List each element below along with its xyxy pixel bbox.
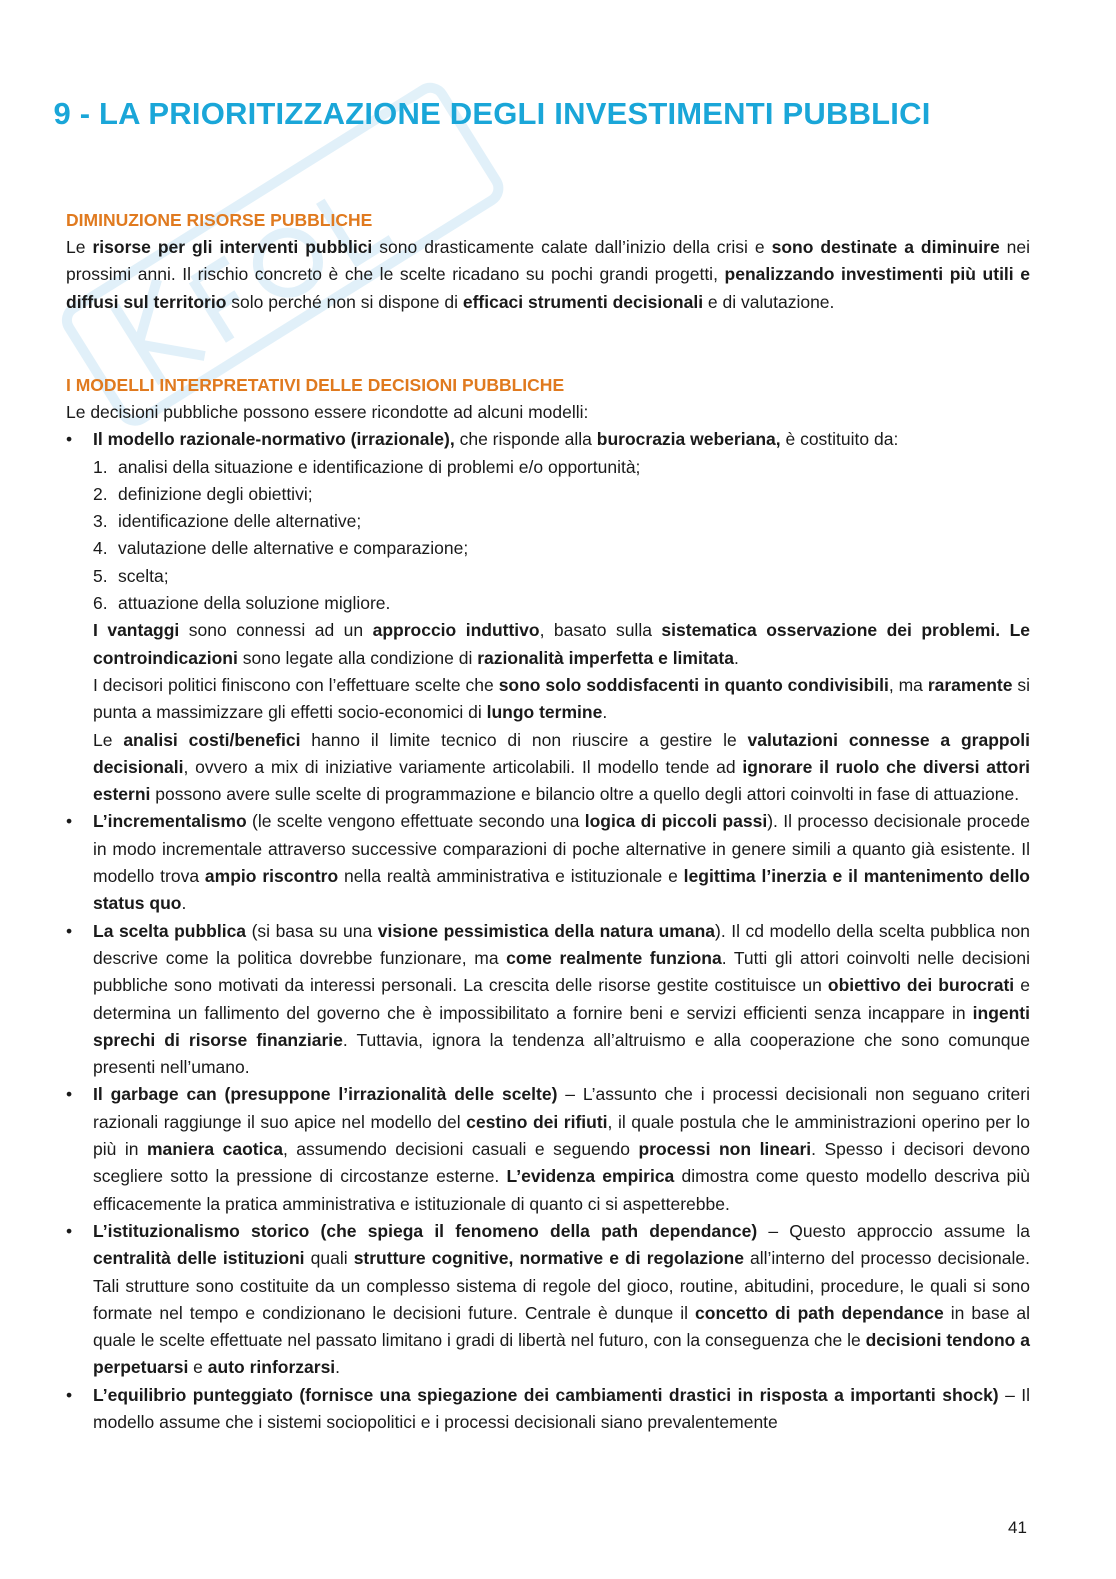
list-item: 6. attuazione della soluzione migliore. — [93, 593, 391, 614]
bullet-icon: • — [66, 429, 73, 450]
list-item: 2. definizione degli obiettivi; — [93, 483, 313, 504]
bullet-icon: • — [66, 811, 73, 832]
bullet-icon: • — [66, 1084, 73, 1105]
list-item: • L’istituzionalismo storico (che spiega il fenomeno della path dependance) – Questo approccio assume la centralità delle istituzioni quali strutture cognitive, normative e di regolazione all’interno del processo decisionale. Tali strutture sono costituite da un complesso sistema di regole del gioco, routine, abitudini, procedure, le quali si sono formate nel tempo e condizionano le decisioni future. Centrale è dunque il concetto di path dependance in base al quale le scelte effettuate nel passato limitano i gradi di libertà nel futuro, con la conseguenza che le decisioni tendono a perpetuarsi e auto rinforzarsi. — [66, 1218, 1030, 1382]
list-item: 4. valutazione delle alternative e comparazione; — [93, 538, 469, 559]
section-intro: Le decisioni pubbliche possono essere ricondotte ad alcuni modelli: — [66, 402, 589, 422]
bullet-icon: • — [66, 1384, 73, 1405]
list-item: 3. identificazione delle alternative; — [93, 511, 362, 532]
list-item: • Il modello razionale-normativo (irrazionale), che risponde alla burocrazia weberiana, è costituito da: 1. analisi della situazione e identificazione di problemi e/o opportunità; 2. definizione degli obiettivi; 3. identificazione delle alternative; 4. valutazione delle alternative e comparazione; 5. scelta; 6. attuazione della soluzione migliore. I vantaggi sono connessi ad un approccio induttivo, basato sulla sistematica osservazione dei problemi. Le controindicazioni sono legate alla condizione di razionalità imperfetta e limitata. I decisori politici finiscono con l’effettuare scelte che sono solo soddisfacenti in quanto condivisibili, ma raramente si punta a massimizzare gli effetti socio-economici di lungo termine. Le analisi costi/benefici hanno il limite tecnico di non riuscire a gestire le valutazioni connesse a grappoli decisionali, ovvero a mix di iniziative variamente articolabili. Il modello tende ad ignorare il ruolo che diversi attori esterni possono avere sulle scelte di programmazione e bilancio oltre a quello degli attori coinvolti in fase di attuazione. — [66, 426, 1030, 808]
section-diminuzione-risorse — [66, 207, 1030, 316]
list-item: • L’equilibrio punteggiato (fornisce una spiegazione dei cambiamenti drastici in risposta a importanti shock) – Il modello assume che i sistemi sociopolitici e i processi decisionali siano prevalentemente — [66, 1382, 1030, 1437]
steps-list — [93, 454, 1030, 618]
section-modelli-interpretativi — [66, 372, 1030, 1436]
bullet-icon: • — [66, 1220, 73, 1241]
list-item: 1. analisi della situazione e identificazione di problemi e/o opportunità; — [93, 456, 641, 477]
list-item: • L’incrementalismo (le scelte vengono effettuate secondo una logica di piccoli passi). Il processo decisionale procede in modo incrementale attraverso successive comparazioni di poche alternative in genere simili a quanto già esistente. Il modello trova ampio riscontro nella realtà amministrativa e istituzionale e legittima l’inerzia e il mantenimento dello status quo. — [66, 808, 1030, 917]
paragraph: I vantaggi sono connessi ad un approccio induttivo, basato sulla sistematica osservazione dei problemi. Le controindicazioni sono legate alla condizione di razionalità imperfetta e limitata. — [93, 620, 1031, 668]
models-list — [66, 426, 1030, 1436]
list-item: 5. scelta; — [93, 565, 169, 586]
list-item: • Il garbage can (presuppone l’irrazionalità delle scelte) – L’assunto che i processi decisionali non seguano criteri razionali raggiunge il suo apice nel modello del cestino dei rifiuti, il quale postula che le amministrazioni operino per lo più in maniera caotica, assumendo decisioni casuali e seguendo processi non lineari. Spesso i decisori devono scegliere sotto la pressione di circostanze esterne. L’evidenza empirica dimostra come questo modello descriva più efficacemente la pratica amministrativa e istituzionale di quanto ci si aspetterebbe. — [66, 1081, 1030, 1217]
paragraph: Le analisi costi/benefici hanno il limite tecnico di non riuscire a gestire le valutazioni connesse a grappoli decisionali, ovvero a mix di iniziative variamente articolabili. Il modello tende ad ignorare il ruolo che diversi attori esterni possono avere sulle scelte di programmazione e bilancio oltre a quello degli attori coinvolti in fase di attuazione. — [93, 729, 1030, 805]
section-heading: DIMINUZIONE RISORSE PUBBLICHE — [66, 210, 373, 230]
page-title: 9 - LA PRIORITIZZAZIONE DEGLI INVESTIMENTI PUBBLICI — [53, 96, 931, 131]
section-heading: I MODELLI INTERPRETATIVI DELLE DECISIONI PUBBLICHE — [66, 375, 565, 395]
list-item: • La scelta pubblica (si basa su una visione pessimistica della natura umana). Il cd modello della scelta pubblica non descrive come la politica dovrebbe funzionare, ma come realmente funziona. Tutti gli attori coinvolti nelle decisioni pubbliche sono motivati da interessi personali. La crescita delle risorse gestite costituisce un obiettivo dei burocrati e determina un fallimento del governo che è impossibilitato a fornire beni e servizi efficienti senza incappare in ingenti sprechi di risorse finanziarie. Tuttavia, ignora la tendenza all’altruismo e alla cooperazione che sono comunque presenti nell’umano. — [66, 918, 1030, 1082]
paragraph: Le risorse per gli interventi pubblici sono drasticamente calate dall’inizio della crisi e sono destinate a diminuire nei prossimi anni. Il rischio concreto è che le scelte ricadano su pochi grandi progetti, penalizzando investimenti più utili e diffusi sul territorio solo perché non si dispone di efficaci strumenti decisionali e di valutazione. — [66, 237, 1031, 312]
paragraph: I decisori politici finiscono con l’effettuare scelte che sono solo soddisfacenti in quanto condivisibili, ma raramente si punta a massimizzare gli effetti socio-economici di lungo termine. — [93, 674, 1030, 723]
page-number: 41 — [1008, 1518, 1027, 1537]
bullet-icon: • — [66, 920, 73, 941]
